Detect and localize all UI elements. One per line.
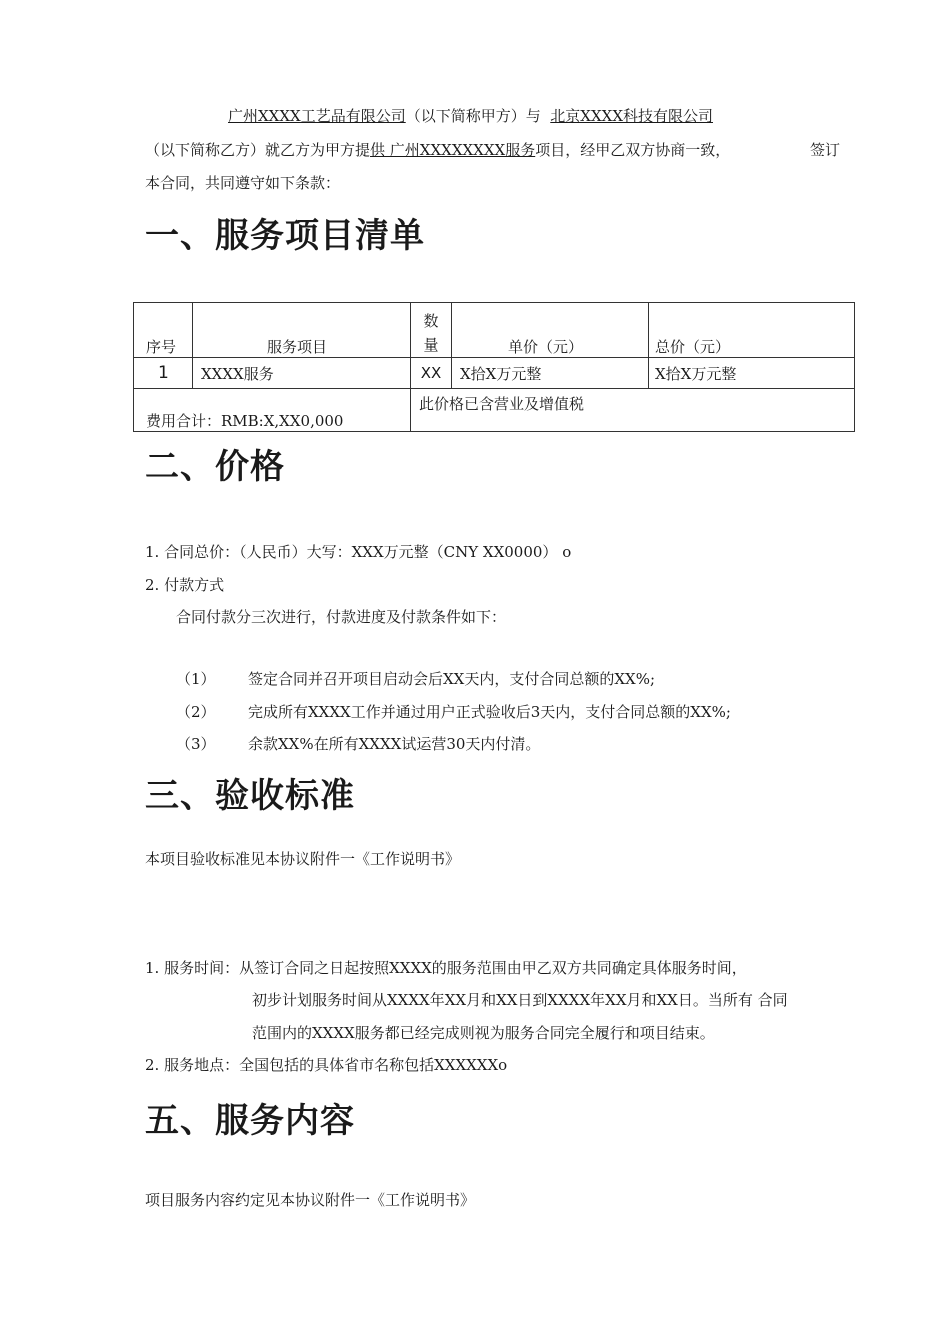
installment-text-2: 完成所有XXXX工作并通过用户正式验收后3天内，支付合同总额的XX%; xyxy=(248,703,731,721)
price-item-1: 1. 合同总价：（人民币）大写：XXX万元整（CNY XX0000） o xyxy=(145,543,572,561)
installment-no-1: （1） xyxy=(176,670,216,688)
installment-no-3: （3） xyxy=(176,735,216,753)
party-a-note: （以下简称甲方）与 xyxy=(405,107,541,125)
header-qty: 数 量 xyxy=(411,303,452,358)
cell-total-label: 费用合计：RMB:X,XX0,000 xyxy=(134,389,411,432)
cell-item: XXXX服务 xyxy=(193,358,411,389)
installment-no-2: （2） xyxy=(176,703,216,721)
acceptance-text: 本项目验收标准见本协议附件一《工作说明书》 xyxy=(145,850,461,868)
party-b-name: 北京XXXX科技有限公司 xyxy=(550,107,713,125)
section-3-title: 三、验收标准 xyxy=(145,776,355,816)
price-item-2: 2. 付款方式 xyxy=(145,576,225,594)
header-total-price: 总价（元） xyxy=(649,303,855,358)
intro-line-2 xyxy=(145,139,730,161)
table-header-row xyxy=(134,303,855,358)
payment-intro: 合同付款分三次进行，付款进度及付款条件如下： xyxy=(176,608,507,626)
cell-tax-note: 此价格已含营业及增值税 xyxy=(411,389,855,432)
cell-unit-price: X拾X万元整 xyxy=(452,358,649,389)
intro-line-2-pre: （以下简称乙方）就乙方为甲方提 xyxy=(145,141,371,159)
intro-line-2-post: 项目，经甲乙双方协商一致， xyxy=(535,141,731,159)
intro-line-3: 本合同，共同遵守如下条款： xyxy=(145,174,341,192)
installment-text-1: 签定合同并召开项目启动会后XX天内，支付合同总额的XX%; xyxy=(248,670,656,688)
table-row xyxy=(134,358,855,389)
service-content-text: 项目服务内容约定见本协议附件一《工作说明书》 xyxy=(145,1191,476,1209)
service-time-line-3: 范围内的XXXX服务都已经完成则视为服务合同完全履行和项目结束。 xyxy=(252,1024,715,1042)
section-1-title: 一、服务项目清单 xyxy=(145,216,425,256)
header-item: 服务项目 xyxy=(193,303,411,358)
header-unit-price: 单价（元） xyxy=(452,303,649,358)
intro-line-2-end: 签订 xyxy=(810,141,841,159)
intro-service-name: 供 广州XXXXXXXX服务 xyxy=(370,141,536,159)
service-location: 2. 服务地点：全国包括的具体省市名称包括XXXXXXo xyxy=(145,1056,508,1074)
cell-qty: XX xyxy=(411,358,452,389)
cell-total-price: X拾X万元整 xyxy=(649,358,855,389)
service-time-line-2: 初步计划服务时间从XXXX年XX月和XX日到XXXX年XX月和XX日。当所有 合同 xyxy=(252,991,788,1009)
section-2-title: 二、价格 xyxy=(145,447,285,487)
service-items-table xyxy=(133,302,855,432)
section-5-title: 五、服务内容 xyxy=(145,1101,355,1141)
party-a-name: 广州XXXX工艺品有限公司 xyxy=(228,107,406,125)
table-total-row xyxy=(134,389,855,432)
header-no: 序号 xyxy=(134,303,193,358)
intro-line-1 xyxy=(228,105,713,127)
installment-text-3: 余款XX%在所有XXXX试运营30天内付清。 xyxy=(248,735,541,753)
cell-no: 1 xyxy=(134,358,193,389)
service-time-line-1: 1. 服务时间：从签订合同之日起按照XXXX的服务范围由甲乙双方共同确定具体服务时间， xyxy=(145,959,747,977)
